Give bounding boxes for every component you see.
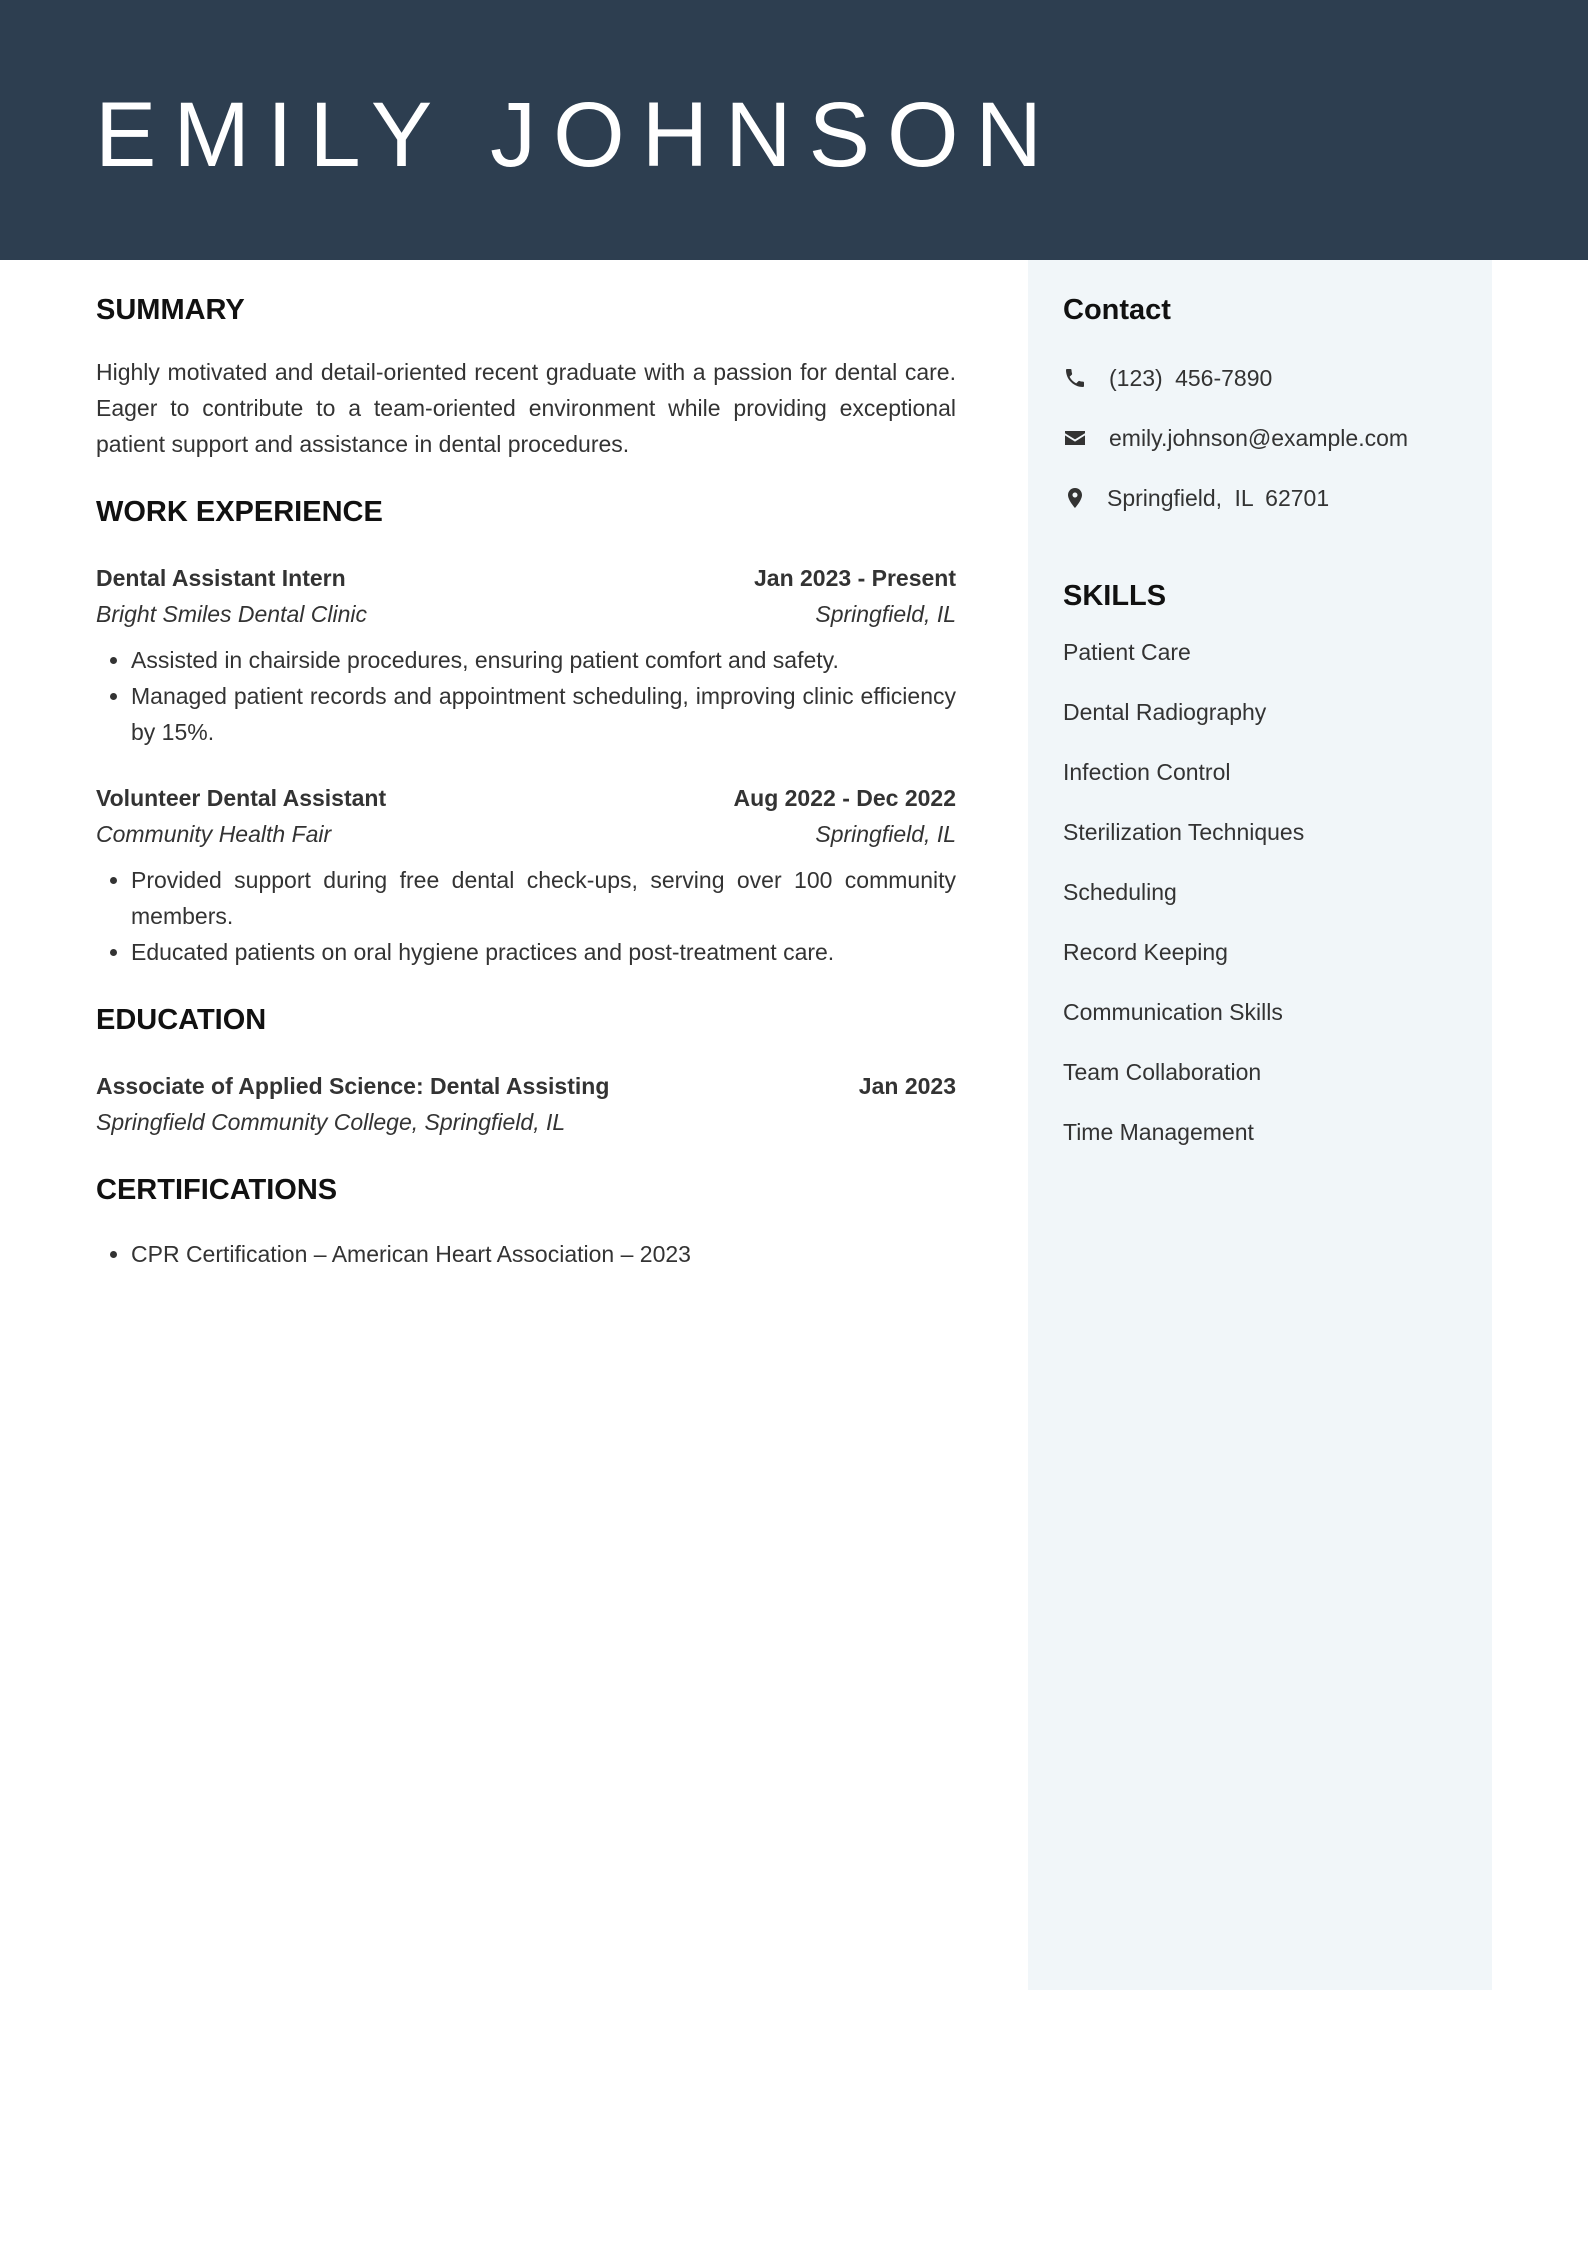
certifications-list	[96, 1236, 956, 1272]
school-name: Springfield Community College, Springfield, IL	[96, 1109, 566, 1135]
skill-item: Dental Radiography	[1063, 699, 1267, 725]
job-bullet: • Managed patient records and appointment scheduling, improving clinic efficiency by 15%.	[131, 678, 956, 750]
main-column	[96, 290, 956, 1272]
skill-item: Communication Skills	[1063, 999, 1283, 1025]
degree-date: Jan 2023	[858, 1073, 956, 1099]
phone-icon	[1063, 366, 1087, 390]
skill-item: Infection Control	[1063, 759, 1231, 785]
certification-item: • CPR Certification – American Heart Association – 2023	[131, 1236, 956, 1272]
job-bullets	[96, 862, 956, 970]
job-bullet: • Provided support during free dental check-ups, serving over 100 community members.	[131, 862, 956, 934]
certifications-heading: CERTIFICATIONS	[96, 1174, 338, 1206]
job-entry	[96, 560, 956, 750]
job-entry	[96, 780, 956, 970]
job-company: Community Health Fair	[96, 821, 332, 847]
job-role: Volunteer Dental Assistant	[96, 785, 387, 811]
job-bullets	[96, 642, 956, 750]
contact-location-text: Springfield, IL 62701	[1107, 485, 1330, 511]
skill-item: Sterilization Techniques	[1063, 819, 1305, 845]
skill-item: Record Keeping	[1063, 939, 1228, 965]
job-company: Bright Smiles Dental Clinic	[96, 601, 367, 627]
contact-heading: Contact	[1063, 294, 1171, 326]
degree-name: Associate of Applied Science: Dental Assisting	[96, 1073, 610, 1099]
summary-text: Highly motivated and detail-oriented recent graduate with a passion for dental care. Eager to contribute to a team-oriented environment while providing exceptional patient support and assistance in dental procedures.	[96, 359, 956, 457]
education-section	[96, 1000, 956, 1140]
job-bullet: • Assisted in chairside procedures, ensuring patient comfort and safety.	[131, 642, 956, 678]
contact-location	[1063, 480, 1483, 516]
job-role: Dental Assistant Intern	[96, 565, 346, 591]
education-heading: EDUCATION	[96, 1004, 267, 1036]
header-banner	[0, 0, 1588, 260]
skill-item: Patient Care	[1063, 639, 1191, 665]
contact-phone-text: (123) 456-7890	[1109, 365, 1273, 391]
work-experience-section	[96, 492, 956, 970]
contact-email	[1063, 420, 1483, 456]
certifications-section	[96, 1170, 956, 1272]
candidate-name: EMILY JOHNSON	[95, 84, 1059, 186]
contact-phone	[1063, 360, 1483, 396]
job-location: Springfield, IL	[815, 601, 956, 627]
job-dates: Jan 2023 - Present	[753, 565, 956, 591]
job-location: Springfield, IL	[815, 821, 956, 847]
skill-item: Team Collaboration	[1063, 1059, 1262, 1085]
job-bullet: • Educated patients on oral hygiene practices and post-treatment care.	[131, 934, 956, 970]
skill-item: Scheduling	[1063, 879, 1177, 905]
skills-heading: SKILLS	[1063, 580, 1167, 612]
sidebar-content	[1063, 290, 1483, 1174]
work-experience-heading: WORK EXPERIENCE	[96, 496, 383, 528]
contact-email-text: emily.johnson@example.com	[1109, 425, 1409, 451]
summary-heading: SUMMARY	[96, 294, 245, 326]
job-dates: Aug 2022 - Dec 2022	[733, 785, 956, 811]
map-pin-icon	[1063, 486, 1087, 510]
skills-list	[1063, 634, 1483, 1150]
summary-section	[96, 290, 956, 462]
skill-item: Time Management	[1063, 1119, 1254, 1145]
envelope-icon	[1063, 426, 1087, 450]
education-entry	[96, 1068, 956, 1140]
